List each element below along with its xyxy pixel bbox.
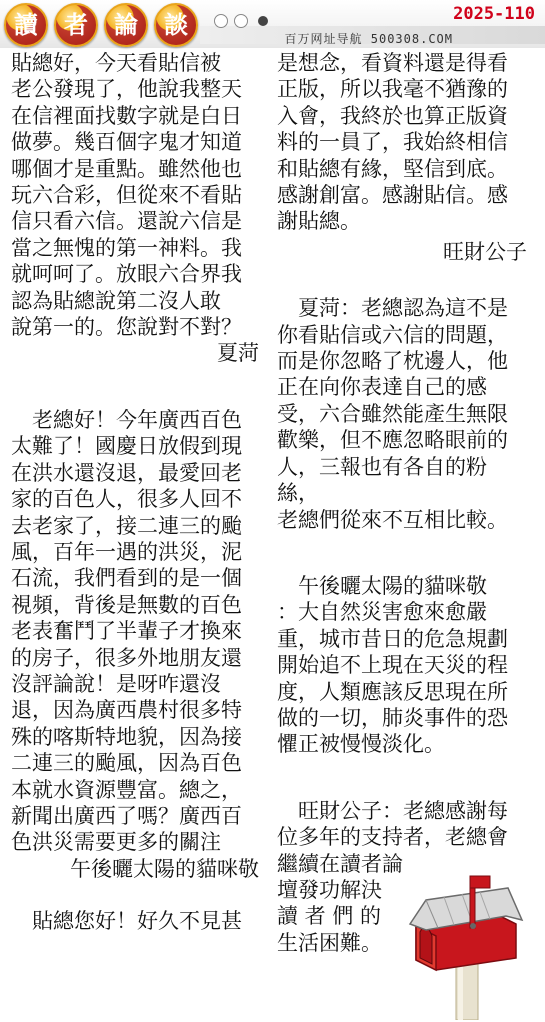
header [0,0,545,48]
left-column [11,50,259,935]
text-line: 料的一員了，我始終相信 [277,130,508,155]
text-line: 的房子，很多外地朋友還 [11,645,242,670]
text-line: 信只看六信。還說六信是 [11,209,242,234]
text-line: 懼正被慢慢淡化。 [277,732,445,757]
text-line: 貼總您好！好久不見甚 [11,909,242,934]
text-line: 開始追不上現在天災的程 [277,653,508,678]
text-line: 二連三的颱風，因為百色 [11,751,242,776]
text-line: 去老家了，接二連三的颱 [11,513,242,538]
title-char-4: 談 [154,3,198,47]
text-line: 退，因為廣西農村很多特 [11,698,242,723]
text-line: 人，三報也有各自的粉絲， [277,454,487,506]
text-line: 你看貼信或六信的問題， [277,322,508,347]
text-line: 風，百年一遇的洪災，泥 [11,539,242,564]
text-line: 歡樂，但不應忽略眼前的 [277,428,508,453]
text-line: 旺財公子：老總感謝每 [277,798,508,823]
signature: 午後曬太陽的貓咪敬 [70,856,259,881]
text-line: 在信裡面找數字就是白日 [11,103,242,128]
site-text: 百万网址导航 500308.COM [284,32,453,46]
text-line: 沒評論說！是呀咋還沒 [11,671,221,696]
text-line: 玩六合彩，但從來不看貼 [11,183,242,208]
reply-1 [277,295,527,533]
signature: 旺財公子 [443,239,527,264]
spacer [277,265,527,295]
reply-2 [277,573,527,758]
text-line: 正在向你表達自己的感 [277,375,487,400]
text-line: ：大自然災害愈來愈嚴 [277,600,487,625]
text-line: 而是你忽略了枕邊人，他 [277,349,508,374]
text-line: 位多年的支持者，老總會 [277,825,508,850]
text-line: 重，城市昔日的危急規劃 [277,626,508,651]
spacer [277,533,527,573]
text-line: 壇發功解決 [277,877,382,902]
spacer [277,758,527,798]
text-line: 老總好！今年廣西百色 [11,407,242,432]
title-char-3: 論 [104,3,148,47]
text-line: 認為貼總說第二沒人敢 [11,288,221,313]
dot-indicator-2 [234,14,248,28]
text-line: 謝貼總。 [277,209,361,234]
text-line: 做的一切，肺炎事件的恐 [277,705,508,730]
text-line: 哪個才是重點。雖然他也 [11,156,242,181]
text-line: 度，人類應該反思現在所 [277,679,508,704]
letter-1 [11,50,259,367]
title-char-1: 讀 [4,3,48,47]
text-line: 貼總好，今天看貼信被 [11,51,221,75]
right-column [277,50,527,956]
text-line: 就呵呵了。放眼六合界我 [11,262,242,287]
text-line: 說第一的。您說對不對？ [11,315,242,340]
letter-3-continued [277,50,527,265]
text-line: 老總們從來不互相比較。 [277,507,508,532]
text-line: 和貼總有緣，堅信到底。 [277,156,508,181]
text-line: 石流，我們看到的是一個 [11,566,242,591]
title-char-2: 者 [54,3,98,47]
text-line: 殊的喀斯特地貌，因為接 [11,724,242,749]
text-line: 讀 者 們 的 [277,904,382,929]
text-line: 生活困難。 [277,930,382,955]
text-line: 當之無愧的第一神料。我 [11,235,242,260]
text-line: 感謝創富。感謝貼信。感 [277,183,508,208]
text-line: 繼續在讀者論 [277,851,403,876]
issue-number: 2025-110 [453,4,535,24]
text-line: 新聞出廣西了嗎？廣西百 [11,803,242,828]
letter-2 [11,407,259,882]
signature: 夏菏 [217,341,259,366]
spacer [11,882,259,908]
text-line: 正版，所以我毫不猶豫的 [277,77,508,102]
text-line: 在洪水還沒退，最愛回老 [11,460,242,485]
mailbox-icon [398,870,538,1020]
dot-indicator-1 [214,14,228,28]
text-line: 老公發現了，他說我整天 [11,77,242,102]
text-line: 受，六合雖然能產生無限 [277,401,508,426]
text-line: 老表奮鬥了半輩子才換來 [11,619,242,644]
text-line: 太難了！國慶日放假到現 [11,434,242,459]
text-line: 做夢。幾百個字鬼才知道 [11,130,242,155]
text-line: 色洪災需要更多的關注 [11,830,221,855]
text-line: 夏菏：老總認為這不是 [277,296,508,321]
text-line: 是想念，看資料還是得看 [277,51,508,75]
dot-indicator-3 [258,16,268,26]
letter-3 [11,908,259,934]
text-line: 視頻，背後是無數的百色 [11,592,242,617]
text-line: 本就水資源豐富。總之， [11,777,242,802]
text-line: 午後曬太陽的貓咪敬 [277,573,487,598]
text-line: 入會，我終於也算正版資 [277,103,508,128]
text-line: 家的百色人，很多人回不 [11,487,242,512]
spacer [11,367,259,407]
